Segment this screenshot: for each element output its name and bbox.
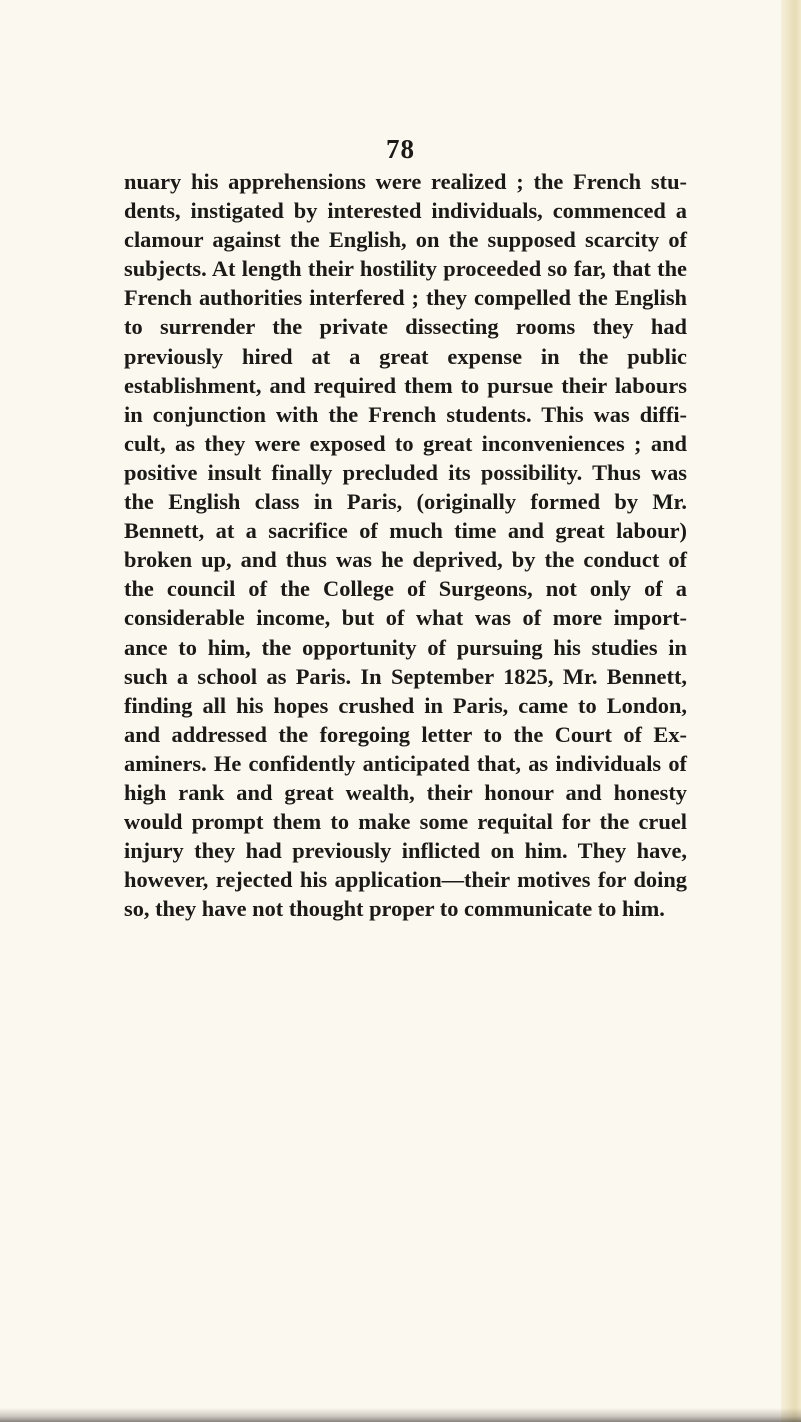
page-bottom-shadow [0,1408,801,1422]
page-edge-shadow [781,0,801,1422]
body-paragraph: nuary his apprehensions were realized ; the French stu- dents, instigated by interested individuals, commenced a clamour against the English, on the supposed scarcity of subjects. At length their hostility proceeded so far, that the French authorities interfered ; they compelled the English to surrender the private dissecting rooms they had previously hired at a great expense in the public establishment, and required them to pursue their labours in conjunction with the French students. This was diffi- cult, as they were exposed to great inconveniences ; and positive insult finally precluded its possibility. Thus was the English class in Paris, (originally formed by Mr. Bennett, at a sacrifice of much time and great labour) broken up, and thus was he deprived, by the conduct of the council of the College of Surgeons, not only of a considerable income, but of what was of more import- ance to him, the opportunity of pursuing his studies in such a school as Paris. In September 1825, Mr. Bennett, finding all his hopes crushed in Paris, came to London, and addressed the foregoing letter to the Court of Ex- aminers. He confidently anticipated that, as individuals of high rank and great wealth, their honour and honesty would prompt them to make some requital for the cruel injury they had previously inflicted on him. They have, however, rejected his application—their motives for doing so, they have not thought proper to communicate to him. [124,169,687,922]
page-number: 78 [386,134,415,164]
